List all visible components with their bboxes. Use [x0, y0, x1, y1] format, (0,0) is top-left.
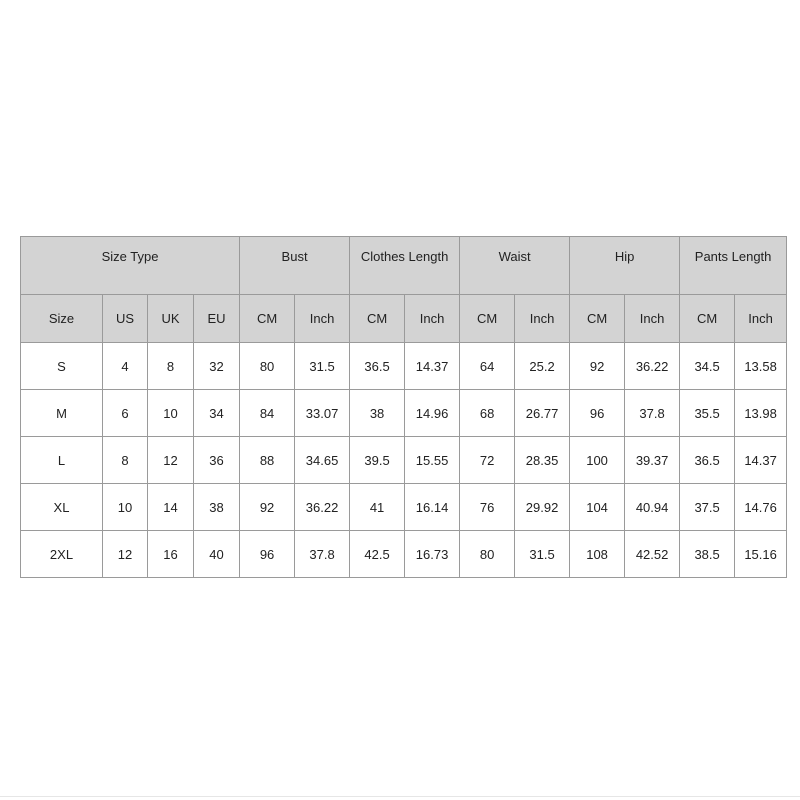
- table-cell: 28.35: [515, 437, 570, 484]
- table-cell: 10: [103, 484, 148, 531]
- table-cell: 76: [460, 484, 515, 531]
- table-cell: 8: [148, 343, 194, 390]
- table-cell: 16.14: [405, 484, 460, 531]
- size-label-cell: S: [21, 343, 103, 390]
- table-row: [21, 484, 787, 531]
- table-cell: 14.76: [735, 484, 787, 531]
- table-cell: 34.65: [295, 437, 350, 484]
- table-cell: 14: [148, 484, 194, 531]
- table-cell: 96: [570, 390, 625, 437]
- table-cell: 88: [240, 437, 295, 484]
- table-cell: 14.37: [735, 437, 787, 484]
- table-cell: 38.5: [680, 531, 735, 578]
- unit-header-cell: CM: [680, 295, 735, 343]
- group-header-hip: Hip: [570, 237, 680, 295]
- size-label-cell: M: [21, 390, 103, 437]
- table-cell: 10: [148, 390, 194, 437]
- table-cell: 38: [194, 484, 240, 531]
- table-cell: 13.98: [735, 390, 787, 437]
- table-cell: 42.52: [625, 531, 680, 578]
- unit-header-cell: Inch: [295, 295, 350, 343]
- table-cell: 39.5: [350, 437, 405, 484]
- table-cell: 96: [240, 531, 295, 578]
- unit-header-cell: Inch: [735, 295, 787, 343]
- unit-header-cell: Size: [21, 295, 103, 343]
- table-cell: 80: [460, 531, 515, 578]
- table-cell: 16: [148, 531, 194, 578]
- unit-header-cell: CM: [570, 295, 625, 343]
- group-header-bust: Bust: [240, 237, 350, 295]
- unit-header-cell: CM: [460, 295, 515, 343]
- unit-header-cell: Inch: [405, 295, 460, 343]
- unit-header-cell: US: [103, 295, 148, 343]
- table-cell: 104: [570, 484, 625, 531]
- table-cell: 35.5: [680, 390, 735, 437]
- table-cell: 68: [460, 390, 515, 437]
- table-cell: 39.37: [625, 437, 680, 484]
- table-cell: 8: [103, 437, 148, 484]
- table-cell: 15.16: [735, 531, 787, 578]
- table-cell: 92: [570, 343, 625, 390]
- table-cell: 25.2: [515, 343, 570, 390]
- table-cell: 38: [350, 390, 405, 437]
- table-row: [21, 390, 787, 437]
- table-cell: 4: [103, 343, 148, 390]
- table-cell: 6: [103, 390, 148, 437]
- bottom-divider: [0, 796, 800, 797]
- table-cell: 16.73: [405, 531, 460, 578]
- table-cell: 34: [194, 390, 240, 437]
- table-cell: 100: [570, 437, 625, 484]
- group-header-size-type: Size Type: [21, 237, 240, 295]
- group-header-pants-length: Pants Length: [680, 237, 787, 295]
- table-cell: 42.5: [350, 531, 405, 578]
- group-header-waist: Waist: [460, 237, 570, 295]
- unit-header-cell: EU: [194, 295, 240, 343]
- table-cell: 13.58: [735, 343, 787, 390]
- unit-header-cell: CM: [240, 295, 295, 343]
- size-chart-table: [20, 236, 787, 578]
- unit-header-cell: Inch: [625, 295, 680, 343]
- table-cell: 64: [460, 343, 515, 390]
- unit-header-cell: CM: [350, 295, 405, 343]
- table-cell: 80: [240, 343, 295, 390]
- table-cell: 37.8: [625, 390, 680, 437]
- table-cell: 36.22: [295, 484, 350, 531]
- size-label-cell: XL: [21, 484, 103, 531]
- table-cell: 40.94: [625, 484, 680, 531]
- table-cell: 92: [240, 484, 295, 531]
- unit-header-cell: UK: [148, 295, 194, 343]
- table-cell: 34.5: [680, 343, 735, 390]
- table-cell: 36.22: [625, 343, 680, 390]
- table-cell: 15.55: [405, 437, 460, 484]
- table-cell: 37.5: [680, 484, 735, 531]
- table-row: [21, 531, 787, 578]
- size-label-cell: L: [21, 437, 103, 484]
- table-cell: 108: [570, 531, 625, 578]
- table-cell: 84: [240, 390, 295, 437]
- table-cell: 29.92: [515, 484, 570, 531]
- unit-header-row: [21, 295, 787, 343]
- table-cell: 36.5: [350, 343, 405, 390]
- table-cell: 72: [460, 437, 515, 484]
- group-header-row: [21, 237, 787, 295]
- table-row: [21, 343, 787, 390]
- table-cell: 36: [194, 437, 240, 484]
- table-cell: 14.37: [405, 343, 460, 390]
- table-cell: 41: [350, 484, 405, 531]
- table-cell: 12: [148, 437, 194, 484]
- table-cell: 26.77: [515, 390, 570, 437]
- table-cell: 31.5: [295, 343, 350, 390]
- table-cell: 12: [103, 531, 148, 578]
- table-row: [21, 437, 787, 484]
- group-header-clothes-length: Clothes Length: [350, 237, 460, 295]
- table-cell: 32: [194, 343, 240, 390]
- table-cell: 33.07: [295, 390, 350, 437]
- table-cell: 31.5: [515, 531, 570, 578]
- size-label-cell: 2XL: [21, 531, 103, 578]
- table-cell: 36.5: [680, 437, 735, 484]
- unit-header-cell: Inch: [515, 295, 570, 343]
- table-cell: 14.96: [405, 390, 460, 437]
- table-cell: 37.8: [295, 531, 350, 578]
- table-cell: 40: [194, 531, 240, 578]
